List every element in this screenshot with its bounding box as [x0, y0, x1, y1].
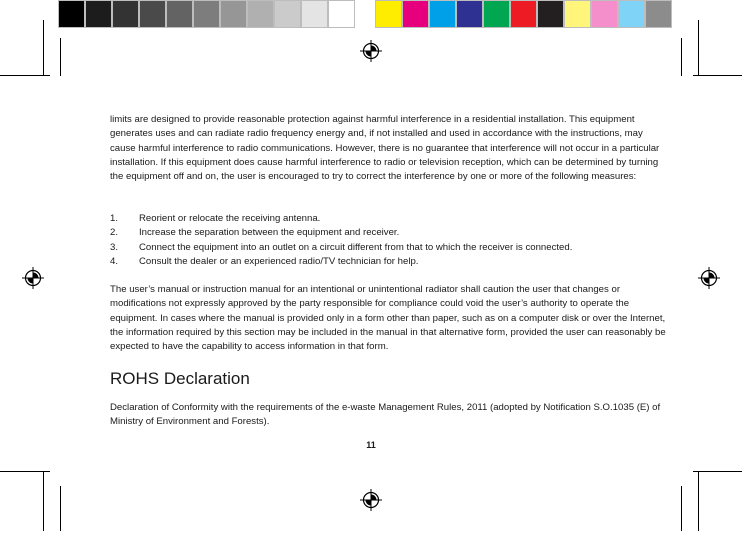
color-swatch — [58, 0, 85, 28]
color-swatch — [301, 0, 328, 28]
color-swatch — [220, 0, 247, 28]
registration-mark-icon — [360, 489, 382, 511]
crop-mark — [0, 75, 50, 76]
list-number: 3. — [110, 241, 119, 253]
grayscale-calibration-bar — [58, 0, 355, 30]
list-number: 1. — [110, 213, 119, 224]
color-swatch — [375, 0, 402, 28]
color-swatch — [591, 0, 618, 28]
registration-mark-icon — [698, 267, 720, 289]
crop-mark — [681, 38, 682, 76]
color-swatch — [537, 0, 564, 28]
measures-list — [110, 212, 670, 269]
color-swatch — [328, 0, 355, 28]
registration-mark-icon — [360, 40, 382, 62]
color-swatch — [618, 0, 645, 28]
list-number: 4. — [110, 255, 119, 267]
manual-paragraph: The user’s manual or instruction manual for an intentional or unintentional radiator shall caution the user that changes or modifications not expressly approved by the party responsible for compliance could void the user’s authority to operate the equipment. In cases where the manual is provided only in a form other than paper, such as on a computer disk or over the Internet, the information required by this section may be included in the manual in that alternative form, provided the user can reasonably be expected to have the capability to access information in that form. — [110, 284, 666, 353]
color-swatch — [564, 0, 591, 28]
color-swatch — [483, 0, 510, 28]
color-swatch — [402, 0, 429, 28]
list-text: Consult the dealer or an experienced radio/TV technician for help. — [139, 255, 419, 267]
rohs-heading: ROHS Declaration — [110, 369, 250, 388]
crop-mark — [693, 471, 742, 472]
color-swatch — [193, 0, 220, 28]
color-swatch — [112, 0, 139, 28]
intro-paragraph: limits are designed to provide reasonable protection against harmful interference in a residential installation. This equipment generates uses and can radiate radio frequency energy and, if not installed and used in accordance with the instructions, may cause harmful interference to radio communications. However, there is no guarantee that interference will not occur in a particular installation. If this equipment does cause harmful interference to radio or television reception, which can be determined by turning the equipment off and on, the user is encouraged to try to correct the interference by one or more of the following measures: — [110, 114, 660, 183]
color-swatch — [645, 0, 672, 28]
list-text: Increase the separation between the equipment and receiver. — [139, 227, 400, 239]
color-swatch — [247, 0, 274, 28]
color-swatch — [274, 0, 301, 28]
crop-mark — [43, 471, 44, 531]
crop-mark — [698, 20, 699, 76]
color-calibration-bar — [375, 0, 672, 30]
list-text: Connect the equipment into an outlet on a circuit different from that to which the receiver is connected. — [139, 241, 573, 253]
page-number: 11 — [366, 440, 376, 450]
color-swatch — [139, 0, 166, 28]
color-swatch — [85, 0, 112, 28]
manual-section — [110, 283, 670, 354]
crop-mark — [698, 471, 699, 531]
crop-mark — [60, 486, 61, 531]
rohs-section — [110, 401, 670, 430]
crop-mark — [693, 75, 742, 76]
color-swatch — [510, 0, 537, 28]
list-number: 2. — [110, 227, 119, 239]
intro-section — [110, 113, 670, 184]
crop-mark — [43, 20, 44, 76]
list-text: Reorient or relocate the receiving antenna. — [139, 213, 321, 224]
list-item — [110, 226, 670, 240]
color-swatch — [429, 0, 456, 28]
registration-mark-icon — [22, 267, 44, 289]
list-item — [110, 212, 670, 226]
color-swatch — [166, 0, 193, 28]
crop-mark — [60, 38, 61, 76]
color-swatch — [456, 0, 483, 28]
rohs-paragraph: Declaration of Conformity with the requirements of the e-waste Management Rules, 2011 (adopted by Notification S.O.1035 (E) of Ministry of Environment and Forests). — [110, 402, 661, 428]
list-item — [110, 255, 670, 269]
list-item — [110, 241, 670, 255]
crop-mark — [681, 486, 682, 531]
